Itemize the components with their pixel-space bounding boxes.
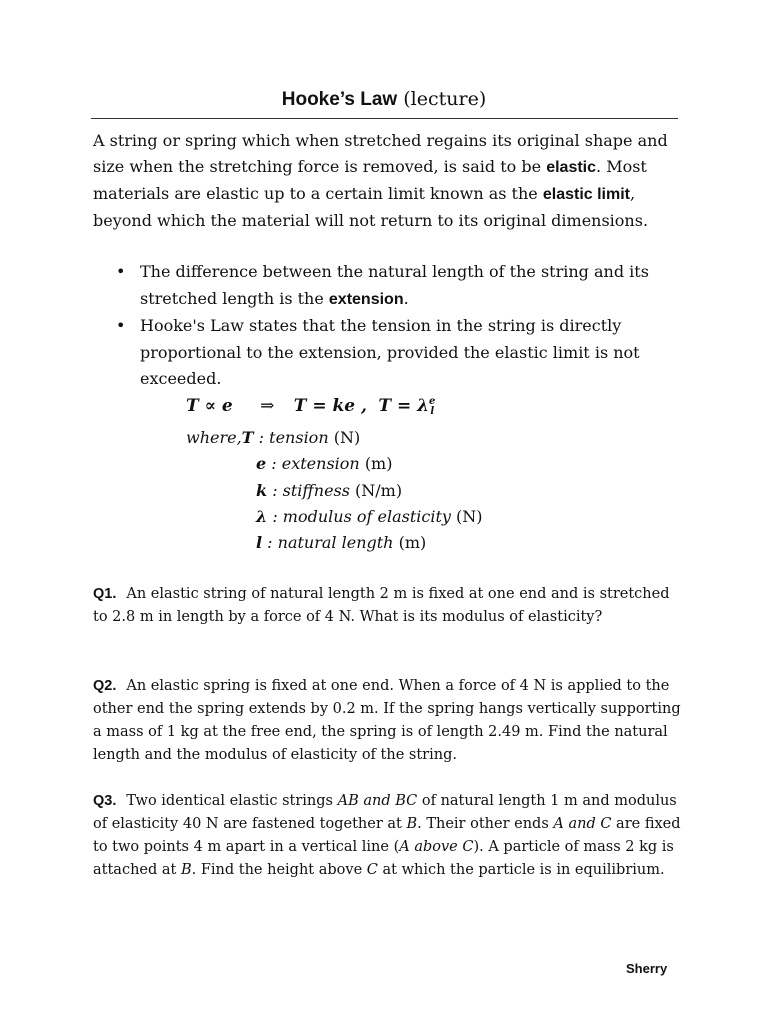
bullet-list (93, 259, 683, 393)
formula-proportional: T ∝ e (186, 396, 233, 416)
definition-row-modulus (256, 507, 483, 526)
bullet-item (93, 313, 683, 393)
definition-row-natural-length (256, 533, 426, 552)
symbol: k (256, 481, 268, 500)
symbol: e (256, 454, 267, 473)
title-sub: (lecture) (403, 88, 487, 110)
definition-name: : stiffness (272, 481, 350, 500)
intro-text-3: , beyond which the material will not return to its original dimensions. (93, 184, 649, 230)
question-label: Q2. (93, 678, 117, 694)
question-text: ). A particle of mass 2 kg is attached at (93, 839, 674, 878)
keyword-elastic: elastic (546, 159, 597, 176)
definition-name: : extension (271, 454, 360, 473)
page-title (0, 88, 768, 111)
definition-unit: (m) (364, 454, 393, 473)
bullet-dot: • (116, 316, 126, 335)
question-text: An elastic spring is fixed at one end. When a force of 4 N is applied to the other end the spring extends by 0.2 m. If the spring hangs vertically supporting a mass of 1 kg at the free end, the spring is of length 2.49 m. Find the natural length and the modulus of elasticity of the string. (93, 678, 681, 763)
question-label: Q1. (93, 586, 117, 602)
definition-unit: (N/m) (355, 481, 403, 500)
question-text: . Find the height above (191, 862, 367, 878)
definition-unit: (N) (456, 507, 483, 526)
definition-name: : tension (258, 428, 329, 447)
bullet-text: The difference between the natural length of the string and its stretched length is the (140, 262, 649, 308)
definition-row-extension (256, 454, 392, 473)
bullet-dot: • (116, 262, 126, 281)
keyword-extension: extension (328, 290, 404, 308)
title-divider (91, 118, 678, 119)
math-term: A above C (399, 839, 474, 855)
math-term: A and C (553, 816, 612, 832)
formula-eq1: T = ke , (293, 396, 367, 416)
definition-row-stiffness (256, 481, 402, 500)
definition-name: : modulus of elasticity (272, 507, 451, 526)
formula-eq2: T = λ (378, 396, 430, 416)
question-text: An elastic string of natural length 2 m is fixed at one end and is stretched to 2.8 m in length by a force of 4 N. What is its modulus of elasticity? (93, 586, 670, 625)
symbol: λ (256, 507, 268, 526)
question-text: of natural length 1 m and modulus of elasticity 40 N are fastened together at (93, 793, 677, 832)
keyword-elastic-limit: elastic limit (542, 186, 630, 203)
question-2 (93, 675, 683, 767)
hooke-formula (186, 396, 435, 417)
question-text: . Their other ends (417, 816, 554, 832)
where-label: where, (186, 428, 242, 447)
intro-text-2: . Most materials are elastic up to a certain limit known as the (93, 157, 647, 203)
formula-implies: ⇒ (260, 396, 275, 416)
question-label: Q3. (93, 793, 117, 809)
fraction-numerator: e (429, 395, 436, 407)
question-3 (93, 790, 683, 882)
math-term: C (366, 862, 378, 878)
definition-unit: (N) (333, 428, 361, 447)
definition-row-tension (186, 428, 360, 447)
question-1 (93, 583, 683, 629)
symbol: l (256, 533, 263, 552)
math-term: B (180, 862, 192, 878)
bullet-text-end: . (403, 288, 409, 308)
question-text: at which the particle is in equilibrium. (377, 862, 665, 878)
bullet-item (93, 259, 683, 313)
question-text: Two identical elastic strings (126, 793, 338, 809)
author-signature: Sherry (626, 961, 668, 976)
fraction-denominator: l (430, 405, 435, 417)
math-term: B (406, 816, 418, 832)
bullet-text: Hooke's Law states that the tension in the string is directly proportional to the extension, provided the elastic limit is not exceeded. (140, 316, 640, 388)
math-term: AB and BC (337, 793, 418, 809)
intro-paragraph (93, 128, 683, 234)
intro-text-1: A string or spring which when stretched regains its original shape and size when the stretching force is removed, is said to be (93, 131, 668, 176)
definition-unit: (m) (398, 533, 427, 552)
symbol: T (241, 428, 254, 447)
formula-fraction (429, 397, 435, 417)
definition-name: : natural length (267, 533, 394, 552)
title-main: Hooke’s Law (281, 89, 398, 110)
question-text: are fixed to two points 4 m apart in a vertical line ( (93, 816, 681, 855)
